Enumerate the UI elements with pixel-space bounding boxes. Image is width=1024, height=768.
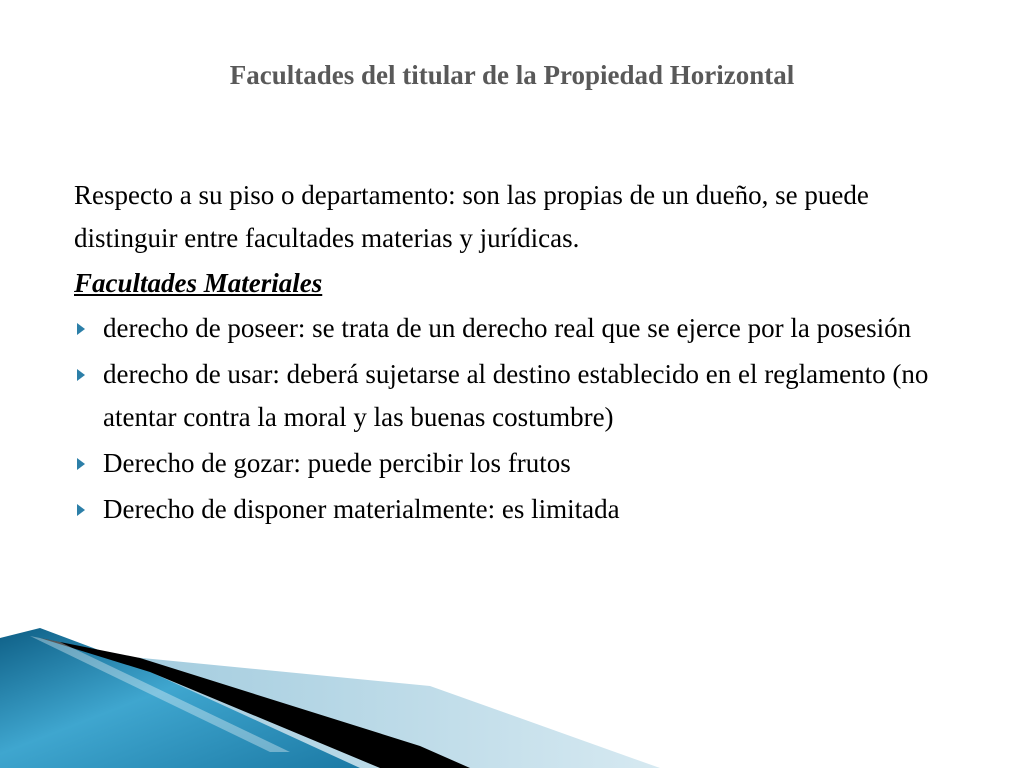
bullet-item: [74, 307, 969, 350]
slide-title: Facultades del titular de la Propiedad Horizontal: [229, 60, 795, 90]
triangle-right-icon: [77, 323, 85, 335]
bullet-text: Derecho de gozar: puede percibir los frutos: [103, 448, 571, 478]
bullet-item: [74, 353, 969, 439]
bullet-text: derecho de poseer: se trata de un derecho real que se ejerce por la posesión: [103, 313, 912, 343]
bullet-text: Derecho de disponer materialmente: es limitada: [103, 494, 620, 524]
slide-body: [74, 174, 974, 534]
bullet-list: [74, 307, 974, 531]
triangle-right-icon: [77, 504, 85, 516]
bullet-item: [74, 488, 969, 531]
bullet-text: derecho de usar: deberá sujetarse al destino establecido en el reglamento (no atentar contra la moral y las buenas costumbre): [103, 359, 929, 432]
triangle-right-icon: [77, 458, 85, 470]
subheading: Facultades Materiales: [74, 268, 323, 298]
intro-paragraph: Respecto a su piso o departamento: son las propias de un dueño, se puede distinguir entre facultades materias y jurídicas.: [74, 180, 869, 253]
triangle-right-icon: [77, 369, 85, 381]
decorative-wave: [0, 628, 1024, 768]
bullet-item: [74, 442, 969, 485]
